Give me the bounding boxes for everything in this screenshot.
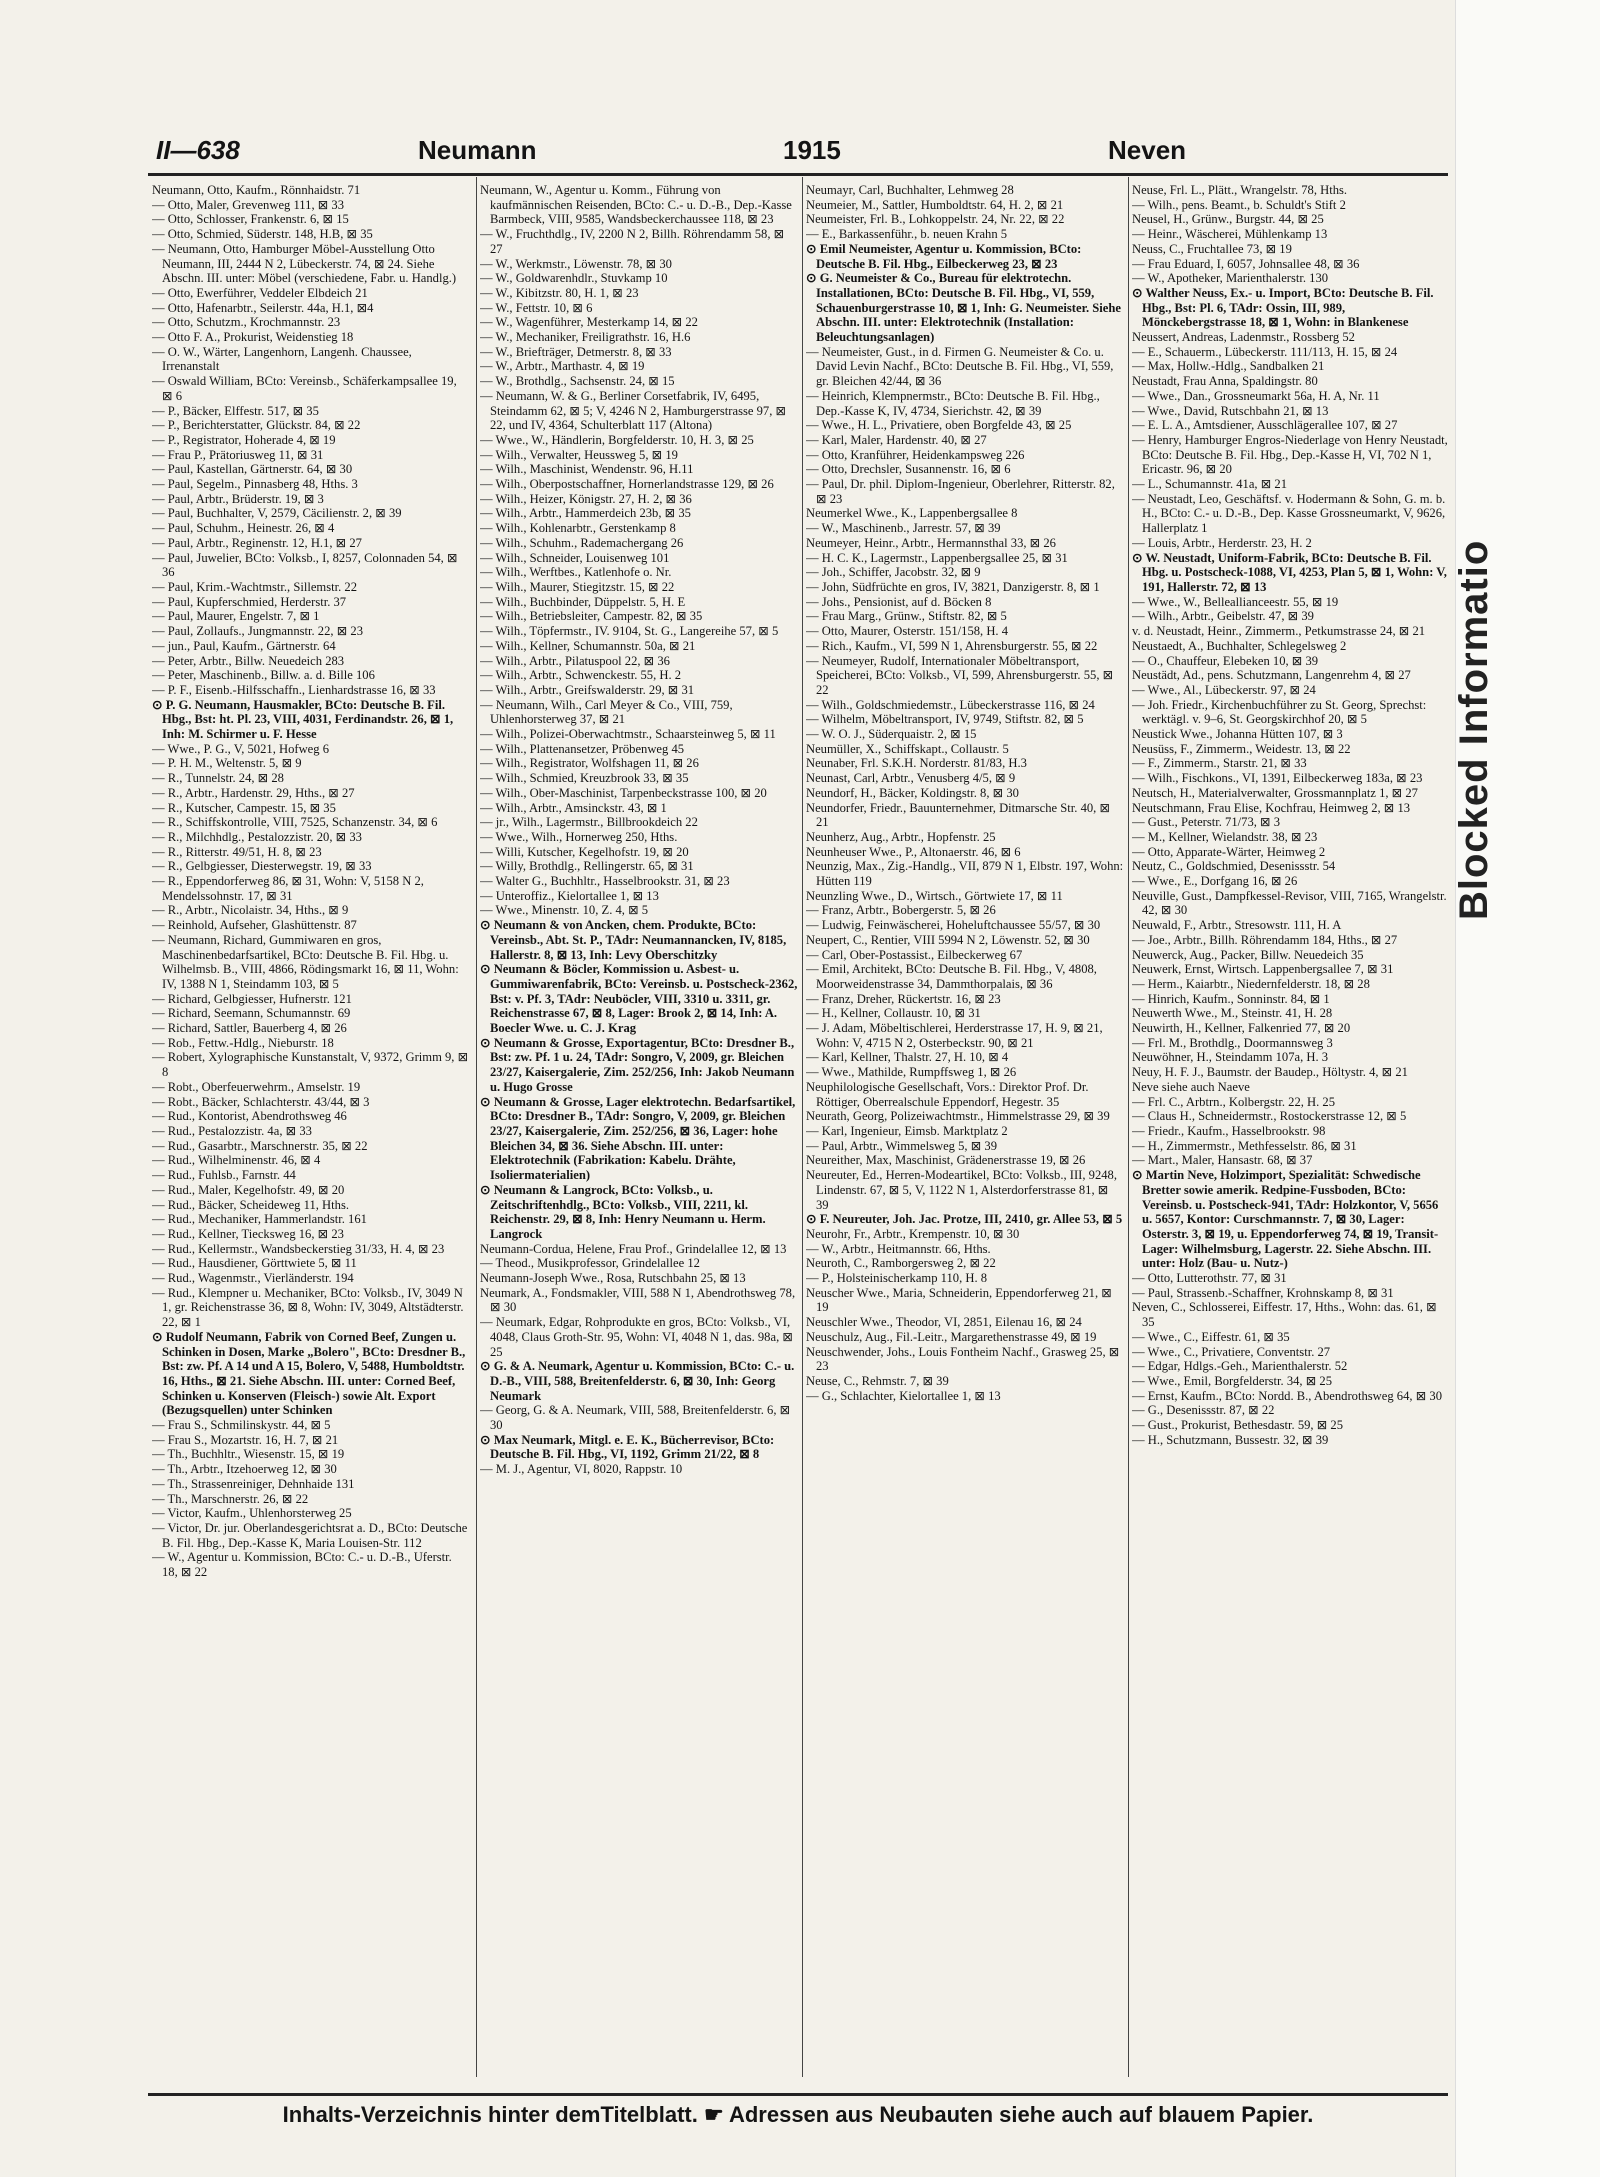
directory-entry: — Willi, Kutscher, Kegelhofstr. 19, ⊠ 20 [480,844,689,859]
directory-entry: Neuville, Gust., Dampfkessel-Revisor, VIII, 7165, Wrangelstr. 42, ⊠ 30 [1132,888,1447,918]
directory-entry: — Neumann, Wilh., Carl Meyer & Co., VIII, 759, Uhlenhorsterweg 37, ⊠ 21 [480,697,733,727]
directory-entry: — O., Chauffeur, Elebeken 10, ⊠ 39 [1132,653,1319,668]
directory-entry: — R., Tunnelstr. 24, ⊠ 28 [152,771,284,786]
directory-entry: — Walter G., Buchhltr., Hasselbrookstr. 31, ⊠ 23 [480,874,730,889]
directory-entry: — Wilh., Schneider, Louisenweg 101 [480,550,670,565]
directory-entry: — Wwe., P. G., V, 5021, Hofweg 6 [152,741,330,756]
directory-entry: Neurohr, Fr., Arbtr., Krempenstr. 10, ⊠ 30 [806,1226,1020,1241]
directory-entry: — Wwe., E., Dorfgang 16, ⊠ 26 [1132,874,1298,889]
directory-entry: — Georg, G. & A. Neumark, VIII, 588, Breitenfelderstr. 6, ⊠ 30 [480,1403,791,1433]
directory-entry: — Paul, Maurer, Engelstr. 7, ⊠ 1 [152,609,320,624]
directory-entry: — Rud., Kellermstr., Wandsbeckerstieg 31/33, H. 4, ⊠ 23 [152,1241,445,1256]
directory-entry: Neunherz, Aug., Arbtr., Hopfenstr. 25 [806,829,996,844]
directory-entry: — Wilh., Oberpostschaffner, Hornerlandstrasse 129, ⊠ 26 [480,477,774,492]
directory-entry: ⊙ Neumann & Böcler, Kommission u. Asbest- u. Gummiwarenfabrik, BCto: Vereinsb. u. Postscheck-2362, Bst: v. Pf. 3, TAdr: Neuböcler, VIII, 3310 u. 3311, gr. Reichenstrasse 67, ⊠ 8, Lager: Brook 2, ⊠ 14, Inh: A. Boecler Wwe. u. C. J. Krag [480,962,798,1036]
directory-entry: Neunzling Wwe., D., Wirtsch., Görtwiete 17, ⊠ 11 [806,888,1063,903]
directory-entry: Neuschwender, Johs., Louis Fontheim Nachf., Grasweg 25, ⊠ 23 [806,1344,1120,1374]
directory-entry: — Louis, Arbtr., Herderstr. 23, H. 2 [1132,535,1312,550]
directory-entry: — Franz, Arbtr., Bobergerstr. 5, ⊠ 26 [806,903,996,918]
directory-entry: — Mart., Maler, Hansastr. 68, ⊠ 37 [1132,1153,1313,1168]
directory-entry: — Richard, Seemann, Schumannstr. 69 [152,1006,351,1021]
directory-entry: Neuse, C., Rehmstr. 7, ⊠ 39 [806,1373,949,1388]
directory-entry: — Theod., Musikprofessor, Grindelallee 12 [480,1256,700,1271]
directory-entry: — Wilh., Ober-Maschinist, Tarpenbeckstrasse 100, ⊠ 20 [480,785,767,800]
directory-entry: — Wwe., W., Belleallianceestr. 55, ⊠ 19 [1132,594,1339,609]
directory-entry: — Neumann, Otto, Hamburger Möbel-Ausstellung Otto Neumann, III, 2444 N 2, Lübeckerstr. 74, ⊠ 24. Siehe Abschn. III. unter: Möbel (verschiedene, Fabr. u. Handlg.) [152,241,457,286]
directory-entry: Neunaber, Frl. S.K.H. Norderstr. 81/83, H.3 [806,756,1027,771]
directory-entry: Neuwerk, Ernst, Wirtsch. Lappenbergsallee 7, ⊠ 31 [1132,962,1394,977]
header-rule [148,173,1448,176]
directory-entry: — Wwe., Emil, Borgfelderstr. 34, ⊠ 25 [1132,1373,1333,1388]
directory-entry: — Paul, Zollaufs., Jungmannstr. 22, ⊠ 23 [152,624,363,639]
directory-entry: — Wilh., Werftbes., Katlenhofe o. Nr. [480,565,672,580]
header-year: 1915 [783,135,841,165]
directory-entry: Neundorf, H., Bäcker, Koldingstr. 8, ⊠ 30 [806,785,1019,800]
directory-entry: — W., Maschinenb., Jarrestr. 57, ⊠ 39 [806,521,1001,536]
directory-entry: — Peter, Maschinenb., Billw. a. d. Bille 106 [152,668,375,683]
directory-entry: — Rud., Pestalozzistr. 4a, ⊠ 33 [152,1124,312,1138]
directory-entry: ⊙ Neumann & von Ancken, chem. Produkte, BCto: Vereinsb., Abt. St. P., TAdr: Neumannancken, IV, 8185, Hallerstr. 8, ⊠ 13, Inh: Levy Oberschitzky [480,918,787,962]
directory-entry: — Ludwig, Feinwäscherei, Hoheluftchaussee 55/57, ⊠ 30 [806,918,1101,933]
directory-entry: — Claus H., Schneidermstr., Rostockerstrasse 12, ⊠ 5 [1132,1109,1407,1124]
directory-entry: — Wwe., C., Privatiere, Conventstr. 27 [1132,1344,1331,1359]
directory-entry: — R., Arbtr., Nicolaistr. 34, Hths., ⊠ 9 [152,903,349,918]
directory-entry: — E., Barkassenführ., b. neuen Krahn 5 [806,227,1008,242]
directory-entry: — Wilh., Arbtr., Hammerdeich 23b, ⊠ 35 [480,506,691,521]
directory-entry: — R., Ritterstr. 49/51, H. 8, ⊠ 23 [152,844,322,859]
page-header [148,135,1448,165]
directory-entry: Neumeier, M., Sattler, Humboldtstr. 64, H. 2, ⊠ 21 [806,197,1064,212]
directory-entry: — P. H. M., Weltenstr. 5, ⊠ 9 [152,756,302,771]
header-left-keyword: Neumann [418,135,537,165]
directory-entry: — Emil, Architekt, BCto: Deutsche B. Fil. Hbg., V, 4808, Moorweidenstrasse 34, Dammthorpalais, ⊠ 36 [806,962,1097,991]
directory-entry: — Wilh., Arbtr., Greifswalderstr. 29, ⊠ 31 [480,682,695,697]
directory-entry: — Wwe., C., Eiffestr. 61, ⊠ 35 [1132,1329,1290,1344]
directory-entry: — Rud., Gasarbtr., Marschnerstr. 35, ⊠ 22 [152,1138,368,1153]
directory-entry: — E., Schauerm., Lübeckerstr. 111/113, H. 15, ⊠ 24 [1132,344,1398,359]
directory-entry: — M. J., Agentur, VI, 8020, Rappstr. 10 [480,1462,683,1477]
directory-entry: Neumerkel Wwe., K., Lappenbergsallee 8 [806,506,1018,521]
directory-entry: — W., Agentur u. Kommission, BCto: C.- u. D.-B., Uferstr. 18, ⊠ 22 [152,1550,452,1580]
directory-entry: — Wwe., Mathilde, Rumpffsweg 1, ⊠ 26 [806,1065,1017,1080]
directory-entry: — Th., Marschnerstr. 26, ⊠ 22 [152,1491,309,1506]
directory-entry: — P., Berichterstatter, Glückstr. 84, ⊠ 22 [152,418,361,433]
directory-entry: Neumayr, Carl, Buchhalter, Lehmweg 28 [806,183,1014,197]
directory-entry: Neuwirth, H., Kellner, Falkenried 77, ⊠ 20 [1132,1021,1351,1036]
directory-entry: — Frau Marg., Grünw., Stiftstr. 82, ⊠ 5 [806,609,1007,624]
directory-entry: — Wilh., Maschinist, Wendenstr. 96, H.11 [480,462,694,477]
directory-entry: ⊙ Rudolf Neumann, Fabrik von Corned Beef, Zungen u. Schinken in Dosen, Marke „Bolero", BCto: Dresdner B., Bst: zw. Pf. A 14 und A 15, Bolero, V, 5488, Humboldtstr. 16, Hths., ⊠ 21. Siehe Abschn. III. unter: Corned Beef, Schinken u. Konserven (Fleisch-) sowie Alt. Export (Bezugsquellen) unter Schinken [152,1329,466,1418]
directory-entry: — Wwe., Wilh., Hornerweg 250, Hths. [480,829,678,844]
directory-entry: — Heinrich, Klempnermstr., BCto: Deutsche B. Fil. Hbg., Dep.-Kasse K, IV, 4734, Sierichstr. 42, ⊠ 39 [806,388,1100,418]
directory-entry: — Paul, Arbtr., Reginenstr. 12, H.1, ⊠ 27 [152,535,362,550]
directory-entry: — Joe., Arbtr., Billh. Röhrendamm 184, Hths., ⊠ 27 [1132,932,1398,947]
directory-entry: — Rud., Kontorist, Abendrothsweg 46 [152,1109,347,1124]
directory-entry: Neutz, C., Goldschmied, Desenissstr. 54 [1132,859,1336,874]
directory-entry: Neuphilologische Gesellschaft, Vors.: Direktor Prof. Dr. Röttiger, Oberrealschule Eppendorf, Hegestr. 35 [806,1079,1089,1109]
directory-entry: ⊙ G. & A. Neumark, Agentur u. Kommission, BCto: C.- u. D.-B., VIII, 588, Breitenfelderstr. 6, ⊠ 30, Inh: Georg Neumark [480,1359,795,1403]
directory-entry: — Otto, Schutzm., Krochmannstr. 23 [152,315,341,330]
directory-entry: Neumeyer, Heinr., Arbtr., Hermannsthal 33, ⊠ 26 [806,535,1056,550]
directory-entry: — Wilh., Heizer, Königstr. 27, H. 2, ⊠ 36 [480,491,692,506]
directory-entry: — W., Kibitzstr. 80, H. 1, ⊠ 23 [480,285,639,300]
directory-entry: — Wwe., W., Händlerin, Borgfelderstr. 10, H. 3, ⊠ 25 [480,432,754,447]
directory-entry: — Wwe., H. L., Privatiere, oben Borgfelde 43, ⊠ 25 [806,418,1072,433]
directory-column-1 [152,183,470,2083]
directory-entry: — R., Gelbgiesser, Diesterwegstr. 19, ⊠ 33 [152,859,372,874]
directory-entry: — G., Desenissstr. 87, ⊠ 22 [1132,1403,1275,1418]
directory-entry: — jun., Paul, Kaufm., Gärtnerstr. 64 [152,638,336,653]
directory-entry: — Karl, Ingenieur, Eimsb. Marktplatz 2 [806,1124,1008,1138]
directory-entry: ⊙ F. Neureuter, Joh. Jac. Protze, III, 2410, gr. Allee 53, ⊠ 5 [806,1212,1123,1227]
directory-entry: — R., Kutscher, Campestr. 15, ⊠ 35 [152,800,336,815]
directory-entry: — Otto, Apparate-Wärter, Heimweg 2 [1132,844,1326,859]
directory-entry: Neurath, Georg, Polizeiwachtmstr., Himmelstrasse 29, ⊠ 39 [806,1109,1110,1124]
directory-entry: — Paul, Juwelier, BCto: Volksb., I, 8257, Colonnaden 54, ⊠ 36 [152,550,458,580]
directory-entry: Neuy, H. F. J., Baumstr. der Baudep., Höltystr. 4, ⊠ 21 [1132,1065,1408,1080]
directory-entry: Neumüller, X., Schiffskapt., Collaustr. 5 [806,741,1009,756]
directory-column-2 [480,183,798,2083]
directory-entry: — Neumann, W. & G., Berliner Corsetfabrik, IV, 6495, Steindamm 62, ⊠ 5; V, 4246 N 2, Hamburgerstrasse 97, ⊠ 22, und IV, 4364, Schulterblatt 117 (Altona) [480,388,787,433]
directory-entry: — Wilh., Maurer, Stiegitzstr. 15, ⊠ 22 [480,579,675,594]
directory-entry: — Robt., Oberfeuerwehrm., Amselstr. 19 [152,1079,361,1094]
directory-entry: — Paul, Arbtr., Brüderstr. 19, ⊠ 3 [152,491,324,506]
directory-entry: — Frau Eduard, I, 6057, Johnsallee 48, ⊠ 36 [1132,256,1360,271]
directory-entry: — O. W., Wärter, Langenhorn, Langenh. Chaussee, Irrenanstalt [152,344,412,374]
directory-entry: — Heinr., Wäscherei, Mühlenkamp 13 [1132,227,1328,242]
directory-entry: — P. F., Eisenb.-Hilfsschaffn., Lienhardstrasse 16, ⊠ 33 [152,682,436,697]
directory-entry: — Karl, Kellner, Thalstr. 27, H. 10, ⊠ 4 [806,1050,1009,1065]
directory-entry: — Wilh., Kohlenarbtr., Gerstenkamp 8 [480,521,676,536]
directory-entry: Neuscher Wwe., Maria, Schneiderin, Eppendorferweg 21, ⊠ 19 [806,1285,1112,1315]
directory-entry: ⊙ Neumann & Grosse, Lager elektrotechn. Bedarfsartikel, BCto: Dresdner B., TAdr: Songro, V, 2009, gr. Bleichen 23/27, Kaisergalerie, Zim. 252/256, ⊠ 36, Lager: hohe Bleichen 34, ⊠ 36. Siehe Abschn. III. unter: Elektrotechnik (Fabrikation: Kabelu. Drähte, Isoliermaterialien) [480,1094,796,1183]
directory-entry: — Gust., Peterstr. 71/73, ⊠ 3 [1132,815,1281,830]
column-divider [802,177,803,2077]
directory-entry: — Rud., Fuhlsb., Farnstr. 44 [152,1168,296,1183]
directory-entry: — Neumann, Richard, Gummiwaren en gros, Maschinenbedarfsartikel, BCto: Deutsche B. Fil. Hbg. u. Wilhelmsb. B., VIII, 4866, Rödingsmarkt 16, ⊠ 11, Wohn: IV, 1388 N 1, Steindamm 103, ⊠ 5 [152,932,459,991]
directory-entry: Neunheuser Wwe., P., Altonaerstr. 46, ⊠ 6 [806,844,1021,859]
directory-entry: — Wilh., Betriebsleiter, Campestr. 82, ⊠ 35 [480,609,703,624]
directory-entry: — W., Brothdlg., Sachsenstr. 24, ⊠ 15 [480,374,675,389]
adjacent-page-strip [1452,0,1600,2177]
directory-entry: — Victor, Kaufm., Uhlenhorsterweg 25 [152,1506,352,1521]
directory-entry: Neupert, C., Rentier, VIII 5994 N 2, Löwenstr. 52, ⊠ 30 [806,932,1090,947]
directory-entry: Neuwerth Wwe., M., Steinstr. 41, H. 28 [1132,1006,1333,1021]
directory-entry: — Rud., Wagenmstr., Vierländerstr. 194 [152,1271,354,1286]
directory-entry: Neuwöhner, H., Steindamm 107a, H. 3 [1132,1050,1329,1065]
directory-entry: — Richard, Sattler, Bauerberg 4, ⊠ 26 [152,1021,347,1036]
directory-entry: — Joh., Schiffer, Jacobstr. 32, ⊠ 9 [806,565,981,580]
directory-entry: — W. O. J., Süderquaistr. 2, ⊠ 15 [806,727,977,742]
column-divider [476,177,477,2077]
directory-entry: Neussert, Andreas, Ladenmstr., Rossberg 52 [1132,330,1355,345]
directory-entry: — Herm., Kaiarbtr., Niedernfelderstr. 18, ⊠ 28 [1132,976,1370,991]
directory-entry: — Wwe., Minenstr. 10, Z. 4, ⊠ 5 [480,903,649,918]
directory-entry: Neumeister, Frl. B., Lohkoppelstr. 24, Nr. 22, ⊠ 22 [806,212,1065,227]
directory-entry: Neven, C., Schlosserei, Eiffestr. 17, Hths., Wohn: das. 61, ⊠ 35 [1132,1300,1437,1330]
directory-entry: — Victor, Dr. jur. Oberlandesgerichtsrat a. D., BCto: Deutsche B. Fil. Hbg., Dep.-Kasse K, Maria Louisen-Str. 112 [152,1520,468,1550]
directory-entry: — Wilh., Arbtr., Schwenckestr. 55, H. 2 [480,668,682,683]
directory-entry: Neureither, Max, Maschinist, Grädenerstrasse 19, ⊠ 26 [806,1153,1086,1168]
directory-entry: ⊙ W. Neustadt, Uniform-Fabrik, BCto: Deutsche B. Fil. Hbg. u. Postscheck-1088, VI, 4253, Plan 5, ⊠ 1, Wohn: V, 191, Hallerstr. 72, ⊠ 13 [1132,550,1447,594]
directory-entry: Neumann, Otto, Kaufm., Rönnhaidstr. 71 [152,183,361,197]
directory-entry: — Wilh., Buchbinder, Düppelstr. 5, H. E [480,594,686,609]
directory-entry: — Franz, Dreher, Rückertstr. 16, ⊠ 23 [806,991,1001,1006]
directory-column-3 [806,183,1124,2083]
directory-entry: — Paul, Arbtr., Wimmelsweg 5, ⊠ 39 [806,1138,998,1153]
directory-entry: Neve siehe auch Naeve [1132,1079,1250,1094]
directory-entry: — Neumeyer, Rudolf, Internationaler Möbeltransport, Speicherei, BCto: Volksb., VI, 599, Ahrensburgerstr. 55, ⊠ 22 [806,653,1114,697]
directory-entry: — jr., Wilh., Lagermstr., Billbrookdeich 22 [480,815,698,830]
directory-entry: — R., Eppendorferweg 86, ⊠ 31, Wohn: V, 5158 N 2, Mendelssohnstr. 17, ⊠ 31 [152,874,424,903]
directory-entry: — H., Schutzmann, Bussestr. 32, ⊠ 39 [1132,1432,1329,1447]
directory-entry: — Oswald William, BCto: Vereinsb., Schäferkampsallee 19, ⊠ 6 [152,374,457,403]
directory-entry: Neustaedt, A., Buchhalter, Schlegelsweg 2 [1132,638,1347,653]
directory-entry: — Rud., Wilhelminenstr. 46, ⊠ 4 [152,1153,321,1168]
directory-entry: — Paul, Schuhm., Heinestr. 26, ⊠ 4 [152,521,335,536]
directory-entry: Neutschmann, Frau Elise, Kochfrau, Heimweg 2, ⊠ 13 [1132,800,1411,815]
directory-entry: — H. C. K., Lagermstr., Lappenbergsallee 25, ⊠ 31 [806,550,1068,565]
directory-entry: — Wilh., Registrator, Wolfshagen 11, ⊠ 26 [480,756,699,771]
directory-entry: Neutsch, H., Materialverwalter, Grossmannplatz 1, ⊠ 27 [1132,785,1418,800]
directory-entry: — Wwe., David, Rutschbahn 21, ⊠ 13 [1132,403,1329,418]
directory-entry: Neureuter, Ed., Herren-Modeartikel, BCto: Volksb., III, 9248, Lindenstr. 67, ⊠ 5, V, 1122 N 1, Alsterdorferstrasse 81, ⊠ 39 [806,1168,1118,1212]
directory-entry: — Paul, Strassenb.-Schaffner, Krohnskamp 8, ⊠ 31 [1132,1285,1394,1300]
directory-entry: — Frl. C., Arbtrn., Kolbergstr. 22, H. 25 [1132,1094,1336,1109]
directory-entry: — Otto, Maurer, Osterstr. 151/158, H. 4 [806,624,1009,639]
directory-entry: ⊙ Walther Neuss, Ex.- u. Import, BCto: Deutsche B. Fil. Hbg., Bst: Pl. 6, TAdr: Ossin, III, 989, Mönckebergstrasse 18, ⊠ 1, Wohn: in Blankenese [1132,285,1434,330]
directory-entry: — Otto, Lutterothstr. 77, ⊠ 31 [1132,1271,1287,1286]
directory-entry: Neusel, H., Grünw., Burgstr. 44, ⊠ 25 [1132,212,1324,227]
directory-entry: Neuwerck, Aug., Packer, Billw. Neuedeich 35 [1132,947,1364,962]
directory-entry: — Frau P., Prätoriusweg 11, ⊠ 31 [152,447,324,462]
directory-entry: — Frl. M., Brothdlg., Doormannsweg 3 [1132,1035,1333,1050]
directory-entry: — Rud., Bäcker, Scheideweg 11, Hths. [152,1197,349,1212]
directory-entry: — Neumark, Edgar, Rohprodukte en gros, BCto: Volksb., VI, 4048, Claus Groth-Str. 95, Wohn: VI, 4048 N 1, das. 98a, ⊠ 25 [480,1315,793,1359]
directory-entry: — W., Wagenführer, Mesterkamp 14, ⊠ 22 [480,315,698,330]
directory-entry: — Rich., Kaufm., VI, 599 N 1, Ahrensburgerstr. 55, ⊠ 22 [806,638,1098,653]
directory-entry: Neumark, A., Fondsmakler, VIII, 588 N 1, Abendrothsweg 78, ⊠ 30 [480,1285,796,1315]
directory-entry: — Hinrich, Kaufm., Sonninstr. 84, ⊠ 1 [1132,991,1330,1006]
directory-entry: — Richard, Gelbgiesser, Hufnerstr. 121 [152,991,352,1006]
directory-entry: ⊙ G. Neumeister & Co., Bureau für elektrotechn. Installationen, BCto: Deutsche B. Fil. Hbg., VI, 559, Schauenburgerstrasse 10, ⊠ 1, Inh: G. Neumeister. Siehe Abschn. III. unter: Elektrotechnik (Installation: Beleuchtungsanlagen) [806,271,1121,345]
directory-entry: — Robert, Xylographische Kunstanstalt, V, 9372, Grimm 9, ⊠ 8 [152,1050,469,1080]
directory-entry: — Wilh., Plattenansetzer, Pröbenweg 45 [480,741,685,756]
directory-entry: — Otto, Schmied, Süderstr. 148, H.B, ⊠ 35 [152,227,373,242]
directory-entry: — Wilh., Goldschmiedemstr., Lübeckerstrasse 116, ⊠ 24 [806,697,1095,712]
directory-entry: — Robt., Bäcker, Schlachterstr. 43/44, ⊠ 3 [152,1094,370,1109]
directory-entry: — Paul, Kastellan, Gärtnerstr. 64, ⊠ 30 [152,462,353,477]
directory-entry: — Rud., Maler, Kegelhofstr. 49, ⊠ 20 [152,1182,345,1197]
directory-entry: — R., Arbtr., Hardenstr. 29, Hths., ⊠ 27 [152,785,355,800]
directory-entry: — R., Milchhdlg., Pestalozzistr. 20, ⊠ 33 [152,829,362,844]
directory-entry: — W., Apotheker, Marienthalerstr. 130 [1132,271,1329,286]
directory-entry: — Johs., Pensionist, auf d. Böcken 8 [806,594,992,609]
directory-entry: Neunast, Carl, Arbtr., Venusberg 4/5, ⊠ 9 [806,771,1016,786]
directory-entry: Neuwald, F., Arbtr., Stresowstr. 111, H. A [1132,918,1342,933]
directory-entry: Neuroth, C., Ramborgersweg 2, ⊠ 22 [806,1256,996,1271]
directory-entry: — Neumeister, Gust., in d. Firmen G. Neumeister & Co. u. David Levin Nachf., BCto: Deutsche B. Fil. Hbg., VI, 559, gr. Bleichen 42/44, ⊠ 36 [806,344,1114,389]
directory-entry: — W., Arbtr., Marthastr. 4, ⊠ 19 [480,359,645,374]
directory-entry: Neuss, C., Fruchtallee 73, ⊠ 19 [1132,241,1292,256]
page-footer: Inhalts-Verzeichnis hinter demTitelblatt. ☛ Adressen aus Neubauten siehe auch auf blauem Papier. [148,2093,1448,2128]
directory-entry: Neusüss, F., Zimmerm., Weidestr. 13, ⊠ 22 [1132,741,1351,756]
directory-entry: — Wilh., Schuhm., Rademachergang 26 [480,535,684,550]
directory-entry: — Wilh., Arbtr., Geibelstr. 47, ⊠ 39 [1132,609,1314,624]
directory-entry: — Th., Arbtr., Itzehoerweg 12, ⊠ 30 [152,1462,337,1477]
directory-entry: ⊙ Neumann & Grosse, Exportagentur, BCto: Dresdner B., Bst: zw. Pf. 1 u. 24, TAdr: Songro, V, 2009, gr. Bleichen 23/27, Kaisergalerie, Zim. 252/256, Inh: Jakob Neumann u. Hugo Grosse [480,1035,795,1094]
directory-entry: — Reinhold, Aufseher, Glashüttenstr. 87 [152,918,357,933]
directory-entry: — Otto, Ewerführer, Veddeler Elbdeich 21 [152,285,368,300]
directory-entry: — Th., Strassenreiniger, Dehnhaide 131 [152,1476,355,1491]
directory-entry: — Carl, Ober-Postassist., Eilbeckerweg 67 [806,947,1023,962]
directory-entry: — Otto, Kranführer, Heidenkampsweg 226 [806,447,1025,462]
directory-entry: Neundorfer, Friedr., Bauunternehmer, Ditmarsche Str. 40, ⊠ 21 [806,800,1111,830]
directory-entry: — Neustadt, Leo, Geschäftsf. v. Hodermann & Sohn, G. m. b. H., BCto: C.- u. D.-B., Dep. Kasse Grossneumarkt, V, 9626, Hallerplatz 1 [1132,491,1446,536]
directory-entry: — Th., Buchhltr., Wiesenstr. 15, ⊠ 19 [152,1447,345,1462]
directory-entry: — Henry, Hamburger Engros-Niederlage von Henry Neustadt, BCto: Deutsche B. Fil. Hbg., Dep.-Kasse H, VI, 702 N 1, Ericastr. 96, ⊠ 20 [1132,432,1448,477]
directory-entry: — F., Zimmerm., Starstr. 21, ⊠ 33 [1132,756,1307,771]
directory-entry: — W., Werkmstr., Löwenstr. 78, ⊠ 30 [480,256,672,271]
directory-entry: — Rud., Kellner, Tiecksweg 16, ⊠ 23 [152,1226,344,1241]
directory-entry: — W., Goldwarenhdlr., Stuvkamp 10 [480,271,668,286]
directory-entry: — Otto, Drechsler, Susannenstr. 16, ⊠ 6 [806,462,1011,477]
directory-entry: Neumann-Joseph Wwe., Rosa, Rutschbahn 25, ⊠ 13 [480,1271,746,1286]
directory-entry: — Peter, Arbtr., Billw. Neuedeich 283 [152,653,345,668]
directory-entry: — Edgar, Hdlgs.-Geh., Marienthalerstr. 52 [1132,1359,1348,1374]
directory-entry: — M., Kellner, Wielandstr. 38, ⊠ 23 [1132,829,1318,844]
directory-entry: — Ernst, Kaufm., BCto: Nordd. B., Abendrothsweg 64, ⊠ 30 [1132,1388,1442,1403]
directory-entry: — Wilh., Verwalter, Heussweg 5, ⊠ 19 [480,447,678,462]
directory-entry: — P., Holsteinischerkamp 110, H. 8 [806,1271,988,1286]
directory-entry: — Wilh., Polizei-Oberwachtmstr., Schaarsteinweg 5, ⊠ 11 [480,727,776,742]
directory-entry: — Wilhelm, Möbeltransport, IV, 9749, Stiftstr. 82, ⊠ 5 [806,712,1084,727]
directory-entry: — W., Briefträger, Detmerstr. 8, ⊠ 33 [480,344,672,359]
directory-entry: — Wilh., Fischkons., VI, 1391, Eilbeckerweg 183a, ⊠ 23 [1132,771,1423,786]
directory-entry: Neustadt, Frau Anna, Spaldingstr. 80 [1132,374,1318,389]
directory-entry: — Otto F. A., Prokurist, Weidenstieg 18 [152,330,354,345]
directory-entry: — Wwe., Al., Lübeckerstr. 97, ⊠ 24 [1132,682,1316,697]
directory-entry: — Paul, Krim.-Wachtmstr., Sillemstr. 22 [152,579,358,594]
directory-entry: — J. Adam, Möbeltischlerei, Herderstrasse 17, H. 9, ⊠ 21, Wohn: V, 4715 N 2, Osterbeckstr. 90, ⊠ 21 [806,1021,1103,1050]
directory-entry: Neunzig, Max., Zig.-Handlg., VII, 879 N 1, Elbstr. 197, Wohn: Hütten 119 [806,859,1124,889]
directory-entry: — Paul, Dr. phil. Diplom-Ingenieur, Oberlehrer, Ritterstr. 82, ⊠ 23 [806,477,1115,506]
directory-entry: Neuschler Wwe., Theodor, VI, 2851, Eilenau 16, ⊠ 24 [806,1315,1082,1330]
directory-entry: — P., Bäcker, Elffestr. 517, ⊠ 35 [152,403,319,418]
directory-entry: ⊙ Martin Neve, Holzimport, Spezialität: Schwedische Bretter sowie amerik. Redpine-Fussboden, BCto: Vereinsb. u. Postscheck-941, TAdr: Holzkontor, V, 5656 u. 5657, Kontor: Curschmannstr. 7, ⊠ 30, Lager: Osterstr. 3, ⊠ 19, u. Eppendorferweg 74, ⊠ 19, Transit-Lager: Wilhelmsburg, Lagerstr. 22. Siehe Abschn. III. unter: Holz (Bau- u. Nutz-) [1132,1168,1439,1271]
directory-entry: — L., Schumannstr. 41a, ⊠ 21 [1132,477,1288,492]
directory-entry: ⊙ Max Neumark, Mitgl. e. E. K., Bücherrevisor, BCto: Deutsche B. Fil. Hbg., VI, 1192, Grimm 21/22, ⊠ 8 [480,1432,775,1462]
directory-entry: ⊙ Neumann & Langrock, BCto: Volksb., u. Zeitschriftenhdlg., BCto: Volksb., VIII, 2211, kl. Reichenstr. 29, ⊠ 8, Inh: Henry Neumann u. Herm. Langrock [480,1182,766,1241]
directory-entry: — Friedr., Kaufm., Hasselbrookstr. 98 [1132,1124,1326,1138]
directory-entry: — G., Schlachter, Kielortallee 1, ⊠ 13 [806,1388,1001,1403]
directory-entry: — W., Fruchthdlg., IV, 2200 N 2, Billh. Röhrendamm 58, ⊠ 27 [480,227,785,256]
directory-entry: — Frau S., Mozartstr. 16, H. 7, ⊠ 21 [152,1432,339,1447]
directory-entry: — Wilh., Arbtr., Pilatuspool 22, ⊠ 36 [480,653,670,668]
directory-entry: — E. L. A., Amtsdiener, Ausschlägerallee 107, ⊠ 27 [1132,418,1398,433]
directory-entry: — Wilh., Kellner, Schumannstr. 50a, ⊠ 21 [480,638,696,653]
directory-entry: — Unteroffiz., Kielortallee 1, ⊠ 13 [480,888,659,903]
directory-entry: — Otto, Hafenarbtr., Seilerstr. 44a, H.1, ⊠4 [152,300,374,315]
directory-entry: — Joh. Friedr., Kirchenbuchführer zu St. Georg, Sprechst: werktägl. v. 9–6, St. Georgskirchhof 20, ⊠ 5 [1132,697,1427,727]
directory-entry: — Wilh., pens. Beamt., b. Schuldt's Stift 2 [1132,197,1346,212]
directory-entry: — Rud., Klempner u. Mechaniker, BCto: Volksb., IV, 3049 N 1, gr. Reichenstrasse 36, ⊠ 8, Wohn: IV, 3049, Altstädterstr. 22, ⊠ 1 [152,1285,464,1330]
directory-entry: — W., Mechaniker, Freiligrathstr. 16, H.6 [480,330,691,345]
directory-entry: ⊙ P. G. Neumann, Hausmakler, BCto: Deutsche B. Fil. Hbg., Bst: ht. Pl. 23, VIII, 4031, Ferdinandstr. 26, ⊠ 1, Inh: M. Schirmer u. F. Hesse [152,697,454,742]
directory-entry: — Wilh., Arbtr., Amsinckstr. 43, ⊠ 1 [480,800,667,815]
directory-entry: — H., Kellner, Collaustr. 10, ⊠ 31 [806,1006,981,1021]
directory-entry: Neuse, Frl. L., Plätt., Wrangelstr. 78, Hths. [1132,183,1348,197]
directory-entry: — Karl, Maler, Hardenstr. 40, ⊠ 27 [806,432,987,447]
directory-column-4 [1132,183,1450,2083]
directory-entry: — Rob., Fettw.-Hdlg., Nieburstr. 18 [152,1035,334,1050]
directory-entry: — Wilh., Töpfermstr., IV. 9104, St. G., Langereihe 57, ⊠ 5 [480,624,779,639]
directory-entry: — Paul, Kupferschmied, Herderstr. 37 [152,594,347,609]
directory-entry: Neustädt, Ad., pens. Schutzmann, Langenrehm 4, ⊠ 27 [1132,668,1411,683]
directory-entry: ⊙ Emil Neumeister, Agentur u. Kommission, BCto: Deutsche B. Fil. Hbg., Eilbeckerweg 23, ⊠ 23 [806,241,1082,271]
directory-entry: — H., Zimmermstr., Methfesselstr. 86, ⊠ 31 [1132,1138,1357,1153]
directory-entry: v. d. Neustadt, Heinr., Zimmerm., Petkumstrasse 24, ⊠ 21 [1132,624,1426,639]
directory-entry: — Otto, Schlosser, Frankenstr. 6, ⊠ 15 [152,212,349,227]
directory-page [148,95,1448,2125]
directory-entry: Neustick Wwe., Johanna Hütten 107, ⊠ 3 [1132,727,1343,742]
directory-entry: — Otto, Maler, Grevenweg 111, ⊠ 33 [152,197,345,212]
directory-entry: — R., Schiffskontrolle, VIII, 7525, Schanzenstr. 34, ⊠ 6 [152,815,438,830]
header-right-keyword: Neven [1108,135,1187,165]
directory-entry: Neumann-Cordua, Helene, Frau Prof., Grindelallee 12, ⊠ 13 [480,1241,787,1256]
column-divider [1128,177,1129,2077]
directory-entry: — Frau S., Schmilinskystr. 44, ⊠ 5 [152,1418,331,1433]
directory-entry: — Gust., Prokurist, Bethesdastr. 59, ⊠ 25 [1132,1418,1344,1433]
directory-entry: — P., Registrator, Hoherade 4, ⊠ 19 [152,432,336,447]
directory-entry: — Wilh., Schmied, Kreuzbrook 33, ⊠ 35 [480,771,689,786]
directory-entry: Neuschulz, Aug., Fil.-Leitr., Margarethenstrasse 49, ⊠ 19 [806,1329,1097,1344]
directory-entry: — Paul, Segelm., Pinnasberg 48, Hths. 3 [152,477,358,492]
directory-entry: — Paul, Buchhalter, V, 2579, Cäcilienstr. 2, ⊠ 39 [152,506,402,521]
directory-entry: — Willy, Brothdlg., Rellingerstr. 65, ⊠ 31 [480,859,694,874]
spine-label: Blocked Informatio [1452,539,1496,920]
directory-entry: — W., Fettstr. 10, ⊠ 6 [480,300,593,315]
directory-entry: — Rud., Hausdiener, Görttwiete 5, ⊠ 11 [152,1256,357,1271]
page-number: II—638 [156,135,240,165]
directory-entry: — Max, Hollw.-Hdlg., Sandbalken 21 [1132,359,1325,374]
directory-entry: Neumann, W., Agentur u. Komm., Führung von kaufmännischen Reisenden, BCto: C.- u. D.-B., Dep.-Kasse Barmbeck, VIII, 9585, Wandsbeckerchaussee 118, ⊠ 23 [480,183,792,227]
directory-entry: — Rud., Mechaniker, Hammerlandstr. 161 [152,1212,367,1227]
directory-entry: — W., Arbtr., Heitmannstr. 66, Hths. [806,1241,991,1256]
directory-entry: — John, Südfrüchte en gros, IV, 3821, Danzigerstr. 8, ⊠ 1 [806,579,1100,594]
directory-entry: — Wwe., Dan., Grossneumarkt 56a, H. A, Nr. 11 [1132,388,1380,403]
